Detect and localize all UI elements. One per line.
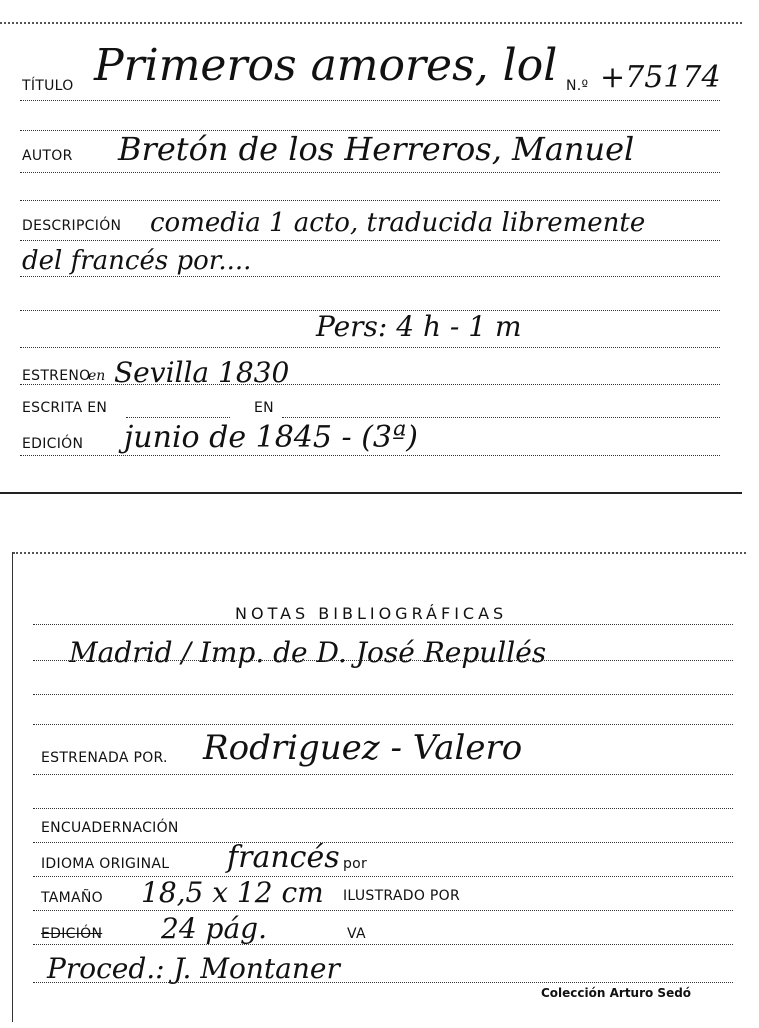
personajes-value: Pers: 4 h - 1 m [316, 310, 522, 343]
rule-line [20, 384, 720, 385]
rule-line [33, 724, 733, 725]
numero-label: N.º [566, 78, 589, 94]
rule-line [33, 910, 733, 911]
encuadernacion-label: ENCUADERNACIÓN [41, 820, 179, 836]
rule-line [20, 276, 720, 277]
rule-line [33, 660, 733, 661]
rule-line [126, 417, 230, 418]
estrenada-label: ESTRENADA POR. [41, 750, 168, 766]
collection-footer: Colección Arturo Sedó [541, 986, 692, 1000]
ilustrado-label: ILUSTRADO POR [343, 888, 460, 904]
rule-line [33, 944, 733, 945]
card-top-edge [0, 22, 742, 24]
estreno-prefix: en [88, 368, 106, 384]
titulo-value: Primeros amores, lol [94, 40, 558, 91]
catalog-card-bottom [12, 552, 746, 1022]
tamano-value: 18,5 x 12 cm [141, 876, 324, 909]
va-label: VA [347, 926, 366, 942]
edicion-value: junio de 1845 - (3ª) [124, 420, 418, 455]
rule-line [33, 774, 733, 775]
notas-title: NOTAS BIBLIOGRÁFICAS [235, 604, 508, 623]
autor-value: Bretón de los Herreros, Manuel [118, 130, 635, 168]
edicion-label: EDICIÓN [22, 436, 84, 452]
rule-line [33, 982, 733, 983]
rule-line [33, 842, 733, 843]
procedencia-value: Proced.: J. Montaner [47, 952, 340, 985]
titulo-label: TÍTULO [22, 78, 74, 94]
notas-value: Madrid / Imp. de D. José Repullés [69, 636, 547, 669]
paginas-value: 24 pág. [161, 912, 267, 945]
rule-line [33, 624, 733, 625]
rule-line [20, 240, 720, 241]
numero-value: +75174 [600, 60, 721, 95]
estreno-label: ESTRENO [22, 368, 91, 384]
rule-line [33, 808, 733, 809]
idioma-value: francés [227, 840, 340, 875]
descripcion-label: DESCRIPCIÓN [22, 218, 122, 234]
rule-line [20, 347, 720, 348]
en-label: EN [254, 400, 274, 416]
card-top-edge [13, 552, 746, 554]
catalog-card-top [0, 0, 742, 494]
descripcion-value-line2: del francés por.... [22, 246, 252, 276]
rule-line [20, 200, 720, 201]
descripcion-value-line1: comedia 1 acto, traducida libremente [150, 208, 646, 238]
estreno-value: Sevilla 1830 [114, 356, 290, 389]
rule-line [33, 694, 733, 695]
rule-line [282, 417, 720, 418]
rule-line [20, 100, 720, 101]
rule-line [20, 455, 720, 456]
escrita-label: ESCRITA EN [22, 400, 108, 416]
rule-line [20, 172, 720, 173]
autor-label: AUTOR [22, 148, 73, 164]
tamano-label: TAMAÑO [41, 890, 103, 906]
por-label: por [343, 856, 368, 872]
idioma-label: IDIOMA ORIGINAL [41, 856, 170, 872]
edicion-label: EDICIÓN [41, 926, 103, 942]
rule-line [33, 876, 733, 877]
estrenada-value: Rodriguez - Valero [203, 728, 523, 768]
